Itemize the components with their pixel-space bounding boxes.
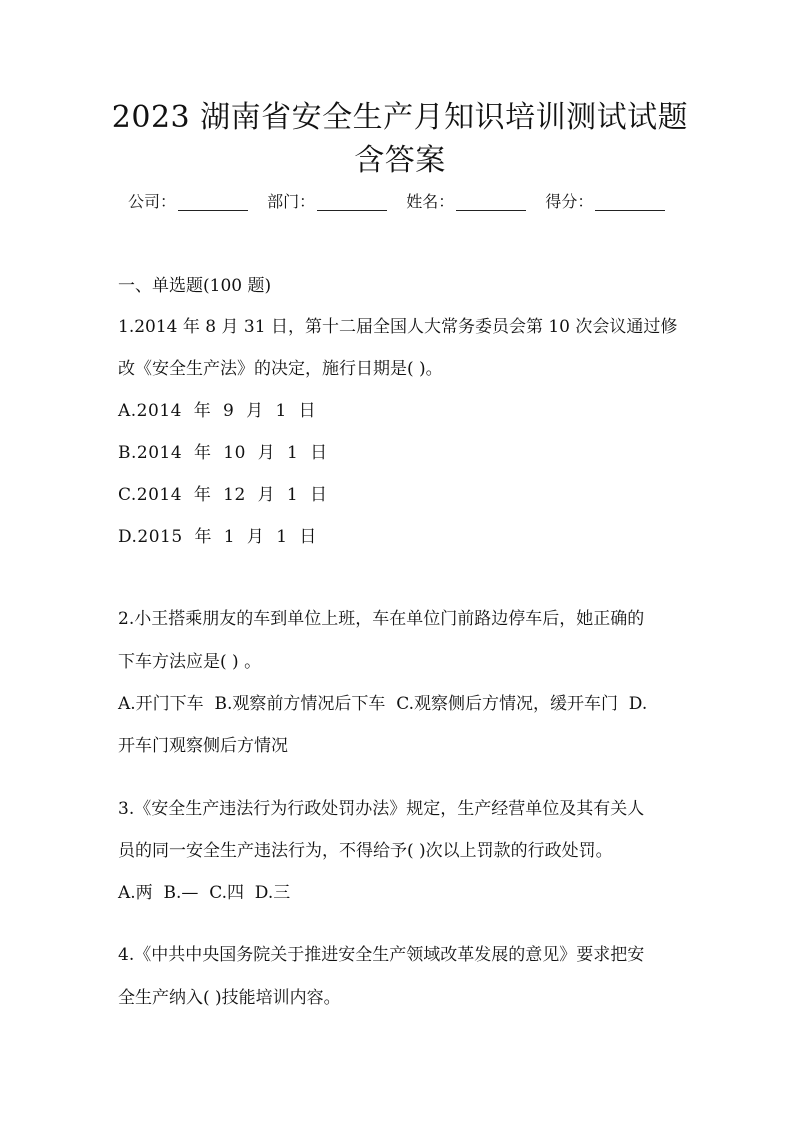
question-2-line-2: 下车方法应是( ) 。 (118, 652, 262, 672)
question-4-line-2: 全生产纳入( )技能培训内容。 (118, 988, 341, 1008)
question-3-line-1: 3.《安全生产违法行为行政处罚办法》规定，生产经营单位及其有关人 (118, 799, 645, 819)
name-field (406, 190, 526, 214)
question-4-line-1: 4.《中共中央国务院关于推进安全生产领域改革发展的意见》要求把安 (118, 945, 645, 965)
question-2-options-line-1: A.开门下车 B.观察前方情况后下车 C.观察侧后方情况，缓开车门 D. (118, 694, 648, 714)
document-title-line-2: 含答案 (354, 143, 446, 178)
company-blank-line (178, 196, 248, 211)
question-1-option-a: A.2014 年 9 月 1 日 (118, 401, 317, 421)
score-label: 得分： (545, 192, 594, 211)
score-field (545, 190, 665, 214)
company-label: 公司： (128, 192, 177, 211)
name-label: 姓名： (406, 192, 455, 211)
info-fields-row (128, 190, 688, 214)
question-1-line-1: 1.2014 年 8 月 31 日，第十二届全国人大常务委员会第 10 次会议通过修 (118, 317, 678, 337)
department-field (267, 190, 387, 214)
question-1-option-b: B.2014 年 10 月 1 日 (118, 443, 328, 463)
question-3-line-2: 员的同一安全生产违法行为，不得给予( )次以上罚款的行政处罚。 (118, 841, 613, 861)
score-blank-line (595, 196, 665, 211)
question-1-option-c: C.2014 年 12 月 1 日 (118, 485, 328, 505)
question-3-options: A.两 B.— C.四 D.三 (118, 883, 291, 903)
department-blank-line (317, 196, 387, 211)
name-blank-line (456, 196, 526, 211)
company-field (128, 190, 248, 214)
question-2-options-line-2: 开车门观察侧后方情况 (118, 736, 288, 756)
question-1-option-d: D.2015 年 1 月 1 日 (118, 527, 317, 547)
document-title-line-1: 2023 湖南省安全生产月知识培训测试试题 (111, 100, 689, 135)
question-1-line-2: 改《安全生产法》的决定，施行日期是( )。 (118, 359, 443, 379)
question-2-line-1: 2.小王搭乘朋友的车到单位上班，车在单位门前路边停车后，她正确的 (118, 609, 645, 629)
department-label: 部门： (267, 192, 316, 211)
section-heading: 一、单选题(100 题) (118, 276, 272, 296)
